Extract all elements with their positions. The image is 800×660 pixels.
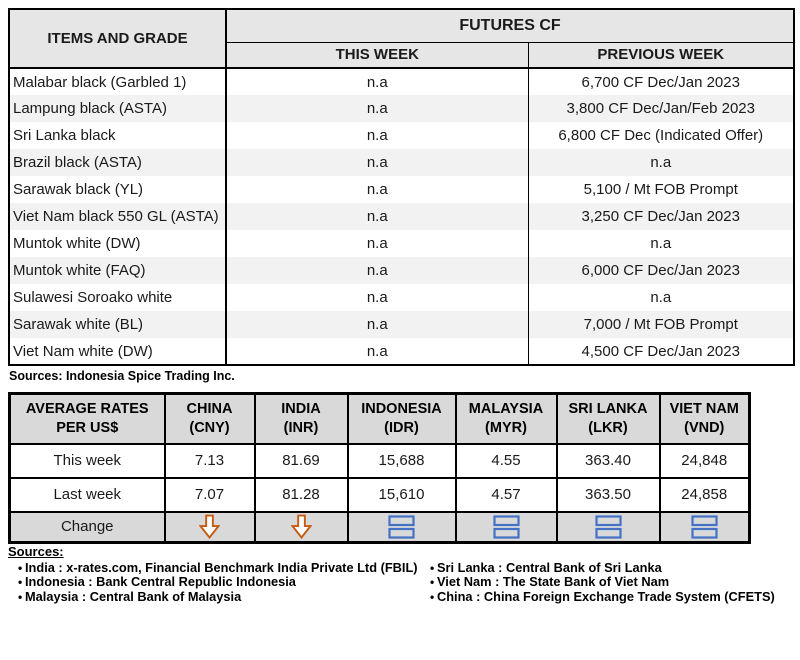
table-row bbox=[9, 230, 794, 257]
this-week-value: n.a bbox=[226, 149, 528, 176]
item-name: Viet Nam white (DW) bbox=[9, 338, 226, 365]
rate-value: 4.57 bbox=[456, 478, 557, 512]
sources-columns bbox=[8, 561, 792, 604]
change-row bbox=[10, 512, 750, 543]
futures-source-note: Sources: Indonesia Spice Trading Inc. bbox=[9, 369, 235, 383]
country-label: MALAYSIA bbox=[468, 400, 544, 417]
this-week-value: n.a bbox=[226, 230, 528, 257]
list-item bbox=[420, 575, 775, 589]
this-week-value: n.a bbox=[226, 257, 528, 284]
bullet-icon: • bbox=[430, 589, 435, 604]
list-item bbox=[420, 590, 775, 604]
column-header-china bbox=[165, 394, 255, 444]
item-name: Sulawesi Soroako white bbox=[9, 284, 226, 311]
rate-value: 81.69 bbox=[255, 444, 348, 478]
previous-week-value: 5,100 / Mt FOB Prompt bbox=[583, 181, 738, 198]
table-row bbox=[9, 149, 794, 176]
currency-label: (INR) bbox=[283, 419, 319, 436]
table-row bbox=[9, 176, 794, 203]
bullet-icon: • bbox=[18, 561, 23, 575]
down-arrow-icon bbox=[291, 514, 312, 539]
this-week-value: n.a bbox=[226, 122, 528, 149]
rate-value: 24,858 bbox=[660, 478, 750, 512]
this-week-header: THIS WEEK bbox=[226, 42, 528, 68]
equal-icon bbox=[493, 515, 520, 539]
column-header-india bbox=[255, 394, 348, 444]
previous-week-value: n.a bbox=[650, 235, 672, 252]
row-label: Last week bbox=[10, 478, 165, 512]
futures-table bbox=[8, 8, 795, 366]
this-week-value: n.a bbox=[226, 338, 528, 365]
bullet-icon: • bbox=[430, 575, 435, 590]
item-name: Sarawak white (BL) bbox=[9, 311, 226, 338]
futures-header-row-1 bbox=[9, 9, 794, 42]
futures-cf-header: FUTURES CF bbox=[226, 9, 794, 42]
list-item bbox=[420, 561, 775, 575]
change-cell bbox=[557, 512, 660, 543]
row-label: Change bbox=[10, 512, 165, 543]
this-week-value: n.a bbox=[226, 176, 528, 203]
change-cell bbox=[255, 512, 348, 543]
rate-value: 363.40 bbox=[557, 444, 660, 478]
previous-week-value: n.a bbox=[528, 149, 794, 176]
table-row bbox=[9, 203, 794, 230]
source-text: China : China Foreign Exchange Trade System (CFETS) bbox=[437, 588, 775, 604]
rates-row-header bbox=[10, 394, 165, 444]
country-label: CHINA bbox=[186, 400, 233, 417]
row-label: This week bbox=[10, 444, 165, 478]
bullet-icon: • bbox=[430, 561, 435, 575]
source-text: Viet Nam : The State Bank of Viet Nam bbox=[437, 574, 670, 590]
this-week-value: n.a bbox=[226, 95, 528, 122]
table-row bbox=[9, 311, 794, 338]
change-cell bbox=[456, 512, 557, 543]
country-label: INDIA bbox=[281, 400, 321, 417]
source-text: Indonesia : Bank Central Republic Indonesia bbox=[25, 574, 296, 590]
column-header-sri-lanka bbox=[557, 394, 660, 444]
rates-header-row bbox=[10, 394, 750, 444]
source-text: Sri Lanka : Central Bank of Sri Lanka bbox=[437, 560, 662, 575]
rate-value: 15,610 bbox=[348, 478, 456, 512]
currency-label: (IDR) bbox=[384, 419, 419, 436]
country-label: VIET NAM bbox=[669, 400, 739, 417]
item-name: Muntok white (FAQ) bbox=[9, 257, 226, 284]
rate-value: 15,688 bbox=[348, 444, 456, 478]
table-row bbox=[9, 68, 794, 95]
item-name: Malabar black (Garbled 1) bbox=[9, 68, 226, 95]
currency-label: (VND) bbox=[684, 419, 725, 436]
rates-header-line1: AVERAGE RATES bbox=[25, 400, 149, 417]
rates-table bbox=[8, 392, 751, 544]
previous-week-value: 6,700 CF Dec/Jan 2023 bbox=[581, 73, 740, 91]
table-row bbox=[9, 284, 794, 311]
item-name: Muntok white (DW) bbox=[9, 230, 226, 257]
column-header-indonesia bbox=[348, 394, 456, 444]
sources-left-list bbox=[8, 561, 420, 604]
change-cell bbox=[348, 512, 456, 543]
currency-label: (CNY) bbox=[189, 419, 230, 436]
equal-icon bbox=[691, 515, 718, 539]
rate-value: 363.50 bbox=[557, 478, 660, 512]
item-name: Sarawak black (YL) bbox=[9, 176, 226, 203]
previous-week-header: PREVIOUS WEEK bbox=[528, 42, 794, 68]
column-header-viet-nam bbox=[660, 394, 750, 444]
table-row bbox=[9, 95, 794, 122]
equal-icon bbox=[595, 515, 622, 539]
item-name: Sri Lanka black bbox=[9, 122, 226, 149]
previous-week-value: 3,800 CF Dec/Jan/Feb 2023 bbox=[528, 95, 794, 122]
list-item bbox=[8, 590, 420, 604]
equal-icon bbox=[388, 515, 415, 539]
currency-label: (MYR) bbox=[485, 419, 527, 436]
currency-label: (LKR) bbox=[588, 419, 628, 436]
source-text: Malaysia : Central Bank of Malaysia bbox=[25, 588, 242, 604]
change-cell bbox=[660, 512, 750, 543]
rate-value: 4.55 bbox=[456, 444, 557, 478]
country-label: SRI LANKA bbox=[568, 400, 648, 417]
rate-value: 81.28 bbox=[255, 478, 348, 512]
this-week-row bbox=[10, 444, 750, 478]
rate-value: 7.07 bbox=[165, 478, 255, 512]
bullet-icon: • bbox=[18, 589, 23, 604]
this-week-value: n.a bbox=[226, 284, 528, 311]
last-week-row bbox=[10, 478, 750, 512]
this-week-value: n.a bbox=[226, 311, 528, 338]
this-week-value: n.a bbox=[226, 203, 528, 230]
sources-right-list bbox=[420, 561, 775, 604]
sources-title: Sources: bbox=[8, 544, 64, 559]
change-cell bbox=[165, 512, 255, 543]
list-item bbox=[8, 575, 420, 589]
table-row bbox=[9, 122, 794, 149]
item-name: Lampung black (ASTA) bbox=[9, 95, 226, 122]
this-week-value: n.a bbox=[226, 68, 528, 95]
bullet-icon: • bbox=[18, 575, 23, 590]
rate-value: 7.13 bbox=[165, 444, 255, 478]
rate-value: 24,848 bbox=[660, 444, 750, 478]
down-arrow-icon bbox=[199, 514, 220, 539]
previous-week-value: 4,500 CF Dec/Jan 2023 bbox=[581, 342, 740, 360]
sources-section bbox=[8, 544, 792, 604]
country-label: INDONESIA bbox=[361, 400, 442, 417]
list-item bbox=[8, 561, 420, 575]
previous-week-value: n.a bbox=[650, 289, 672, 306]
table-row bbox=[9, 338, 794, 365]
previous-week-value: 3,250 CF Dec/Jan 2023 bbox=[528, 203, 794, 230]
previous-week-value: 6,000 CF Dec/Jan 2023 bbox=[528, 257, 794, 284]
items-and-grade-header: ITEMS AND GRADE bbox=[9, 9, 226, 68]
table-row bbox=[9, 257, 794, 284]
item-name: Viet Nam black 550 GL (ASTA) bbox=[9, 203, 226, 230]
previous-week-value: 6,800 CF Dec (Indicated Offer) bbox=[558, 127, 764, 144]
previous-week-value: 7,000 / Mt FOB Prompt bbox=[528, 311, 794, 338]
item-name: Brazil black (ASTA) bbox=[9, 149, 226, 176]
column-header-malaysia bbox=[456, 394, 557, 444]
rates-header-line2: PER US$ bbox=[56, 419, 119, 436]
source-text: India : x-rates.com, Financial Benchmark India Private Ltd (FBIL) bbox=[25, 560, 418, 575]
